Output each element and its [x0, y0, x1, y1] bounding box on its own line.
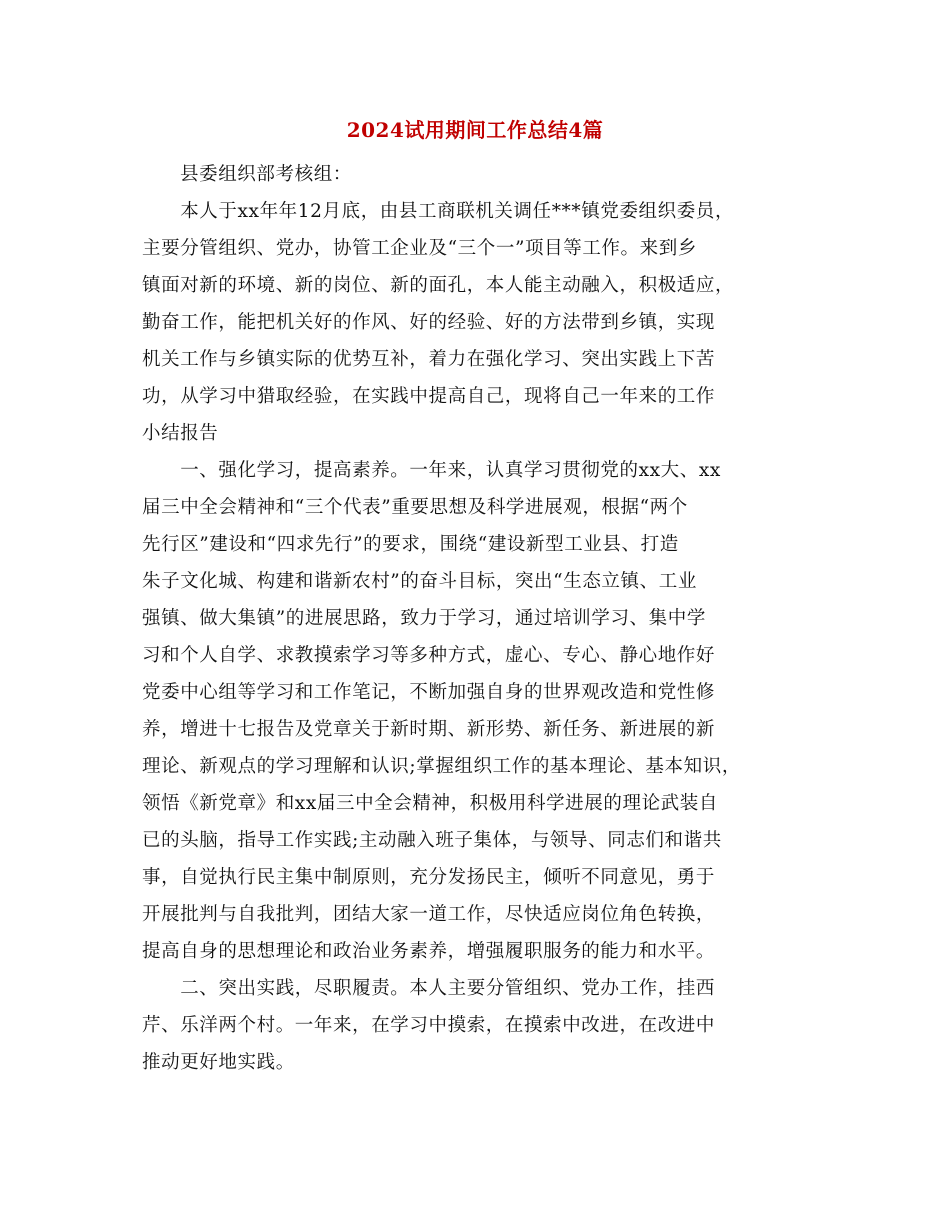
- paragraph-line: 先行区”建设和“四求先行”的要求，围绕“建设新型工业县、打造: [142, 534, 679, 555]
- paragraph-line: 二、突出实践，尽职履责。本人主要分管组织、党办工作，挂西: [142, 978, 716, 999]
- paragraph-line: 机关工作与乡镇实际的优势互补，着力在强化学习、突出实践上下苦: [142, 349, 716, 370]
- paragraph-line: 领悟《新党章》和xx届三中全会精神，积极用科学进展的理论武装自: [142, 793, 718, 814]
- paragraph-line: 事，自觉执行民主集中制原则，充分发扬民主，倾听不同意见，勇于: [142, 867, 716, 888]
- paragraph-line: 提高自身的思想理论和政治业务素养，增强履职服务的能力和水平。: [142, 941, 716, 962]
- paragraph-line: 主要分管组织、党办，协管工企业及“三个一”项目等工作。来到乡: [142, 238, 697, 259]
- paragraph-line: 党委中心组等学习和工作笔记，不断加强自身的世界观改造和党性修: [142, 682, 716, 703]
- paragraph-line: 芹、乐洋两个村。一年来，在学习中摸索，在摸索中改进，在改进中: [142, 1015, 716, 1036]
- paragraph-line: 推动更好地实践。: [142, 1052, 295, 1073]
- paragraph-line: 本人于xx年年12月底，由县工商联机关调任***镇党委组织委员，: [142, 201, 735, 222]
- paragraph-line: 开展批判与自我批判，团结大家一道工作，尽快适应岗位角色转换，: [142, 904, 716, 925]
- paragraph-line: 习和个人自学、求教摸索学习等多种方式，虚心、专心、静心地作好: [142, 645, 716, 666]
- paragraph-line: 届三中全会精神和“三个代表”重要思想及科学进展观，根据“两个: [142, 497, 688, 518]
- paragraph-line: 镇面对新的环境、新的岗位、新的面孔，本人能主动融入，积极适应，: [142, 275, 735, 296]
- document-title: 2024试用期间工作总结4篇: [346, 118, 604, 142]
- paragraph-line: 养，增进十七报告及党章关于新时期、新形势、新任务、新进展的新: [142, 719, 716, 740]
- paragraph-line: 朱子文化城、构建和谐新农村”的奋斗目标，突出“生态立镇、工业: [142, 571, 697, 592]
- paragraph-line: 功，从学习中猎取经验，在实践中提高自己，现将自己一年来的工作: [142, 386, 716, 407]
- paragraph-line: 一、强化学习，提高素养。一年来，认真学习贯彻党的xx大、xx: [142, 460, 721, 481]
- paragraph-line: 小结报告: [142, 423, 219, 444]
- paragraph-line: 理论、新观点的学习理解和认识;掌握组织工作的基本理论、基本知识，: [142, 756, 741, 777]
- paragraph-line: 已的头脑，指导工作实践;主动融入班子集体，与领导、同志们和谐共: [142, 830, 722, 851]
- salutation: 县委组织部考核组：: [180, 164, 352, 185]
- paragraph-line: 强镇、做大集镇”的进展思路，致力于学习，通过培训学习、集中学: [142, 608, 706, 629]
- paragraph-line: 勤奋工作，能把机关好的作风、好的经验、好的方法带到乡镇，实现: [142, 312, 716, 333]
